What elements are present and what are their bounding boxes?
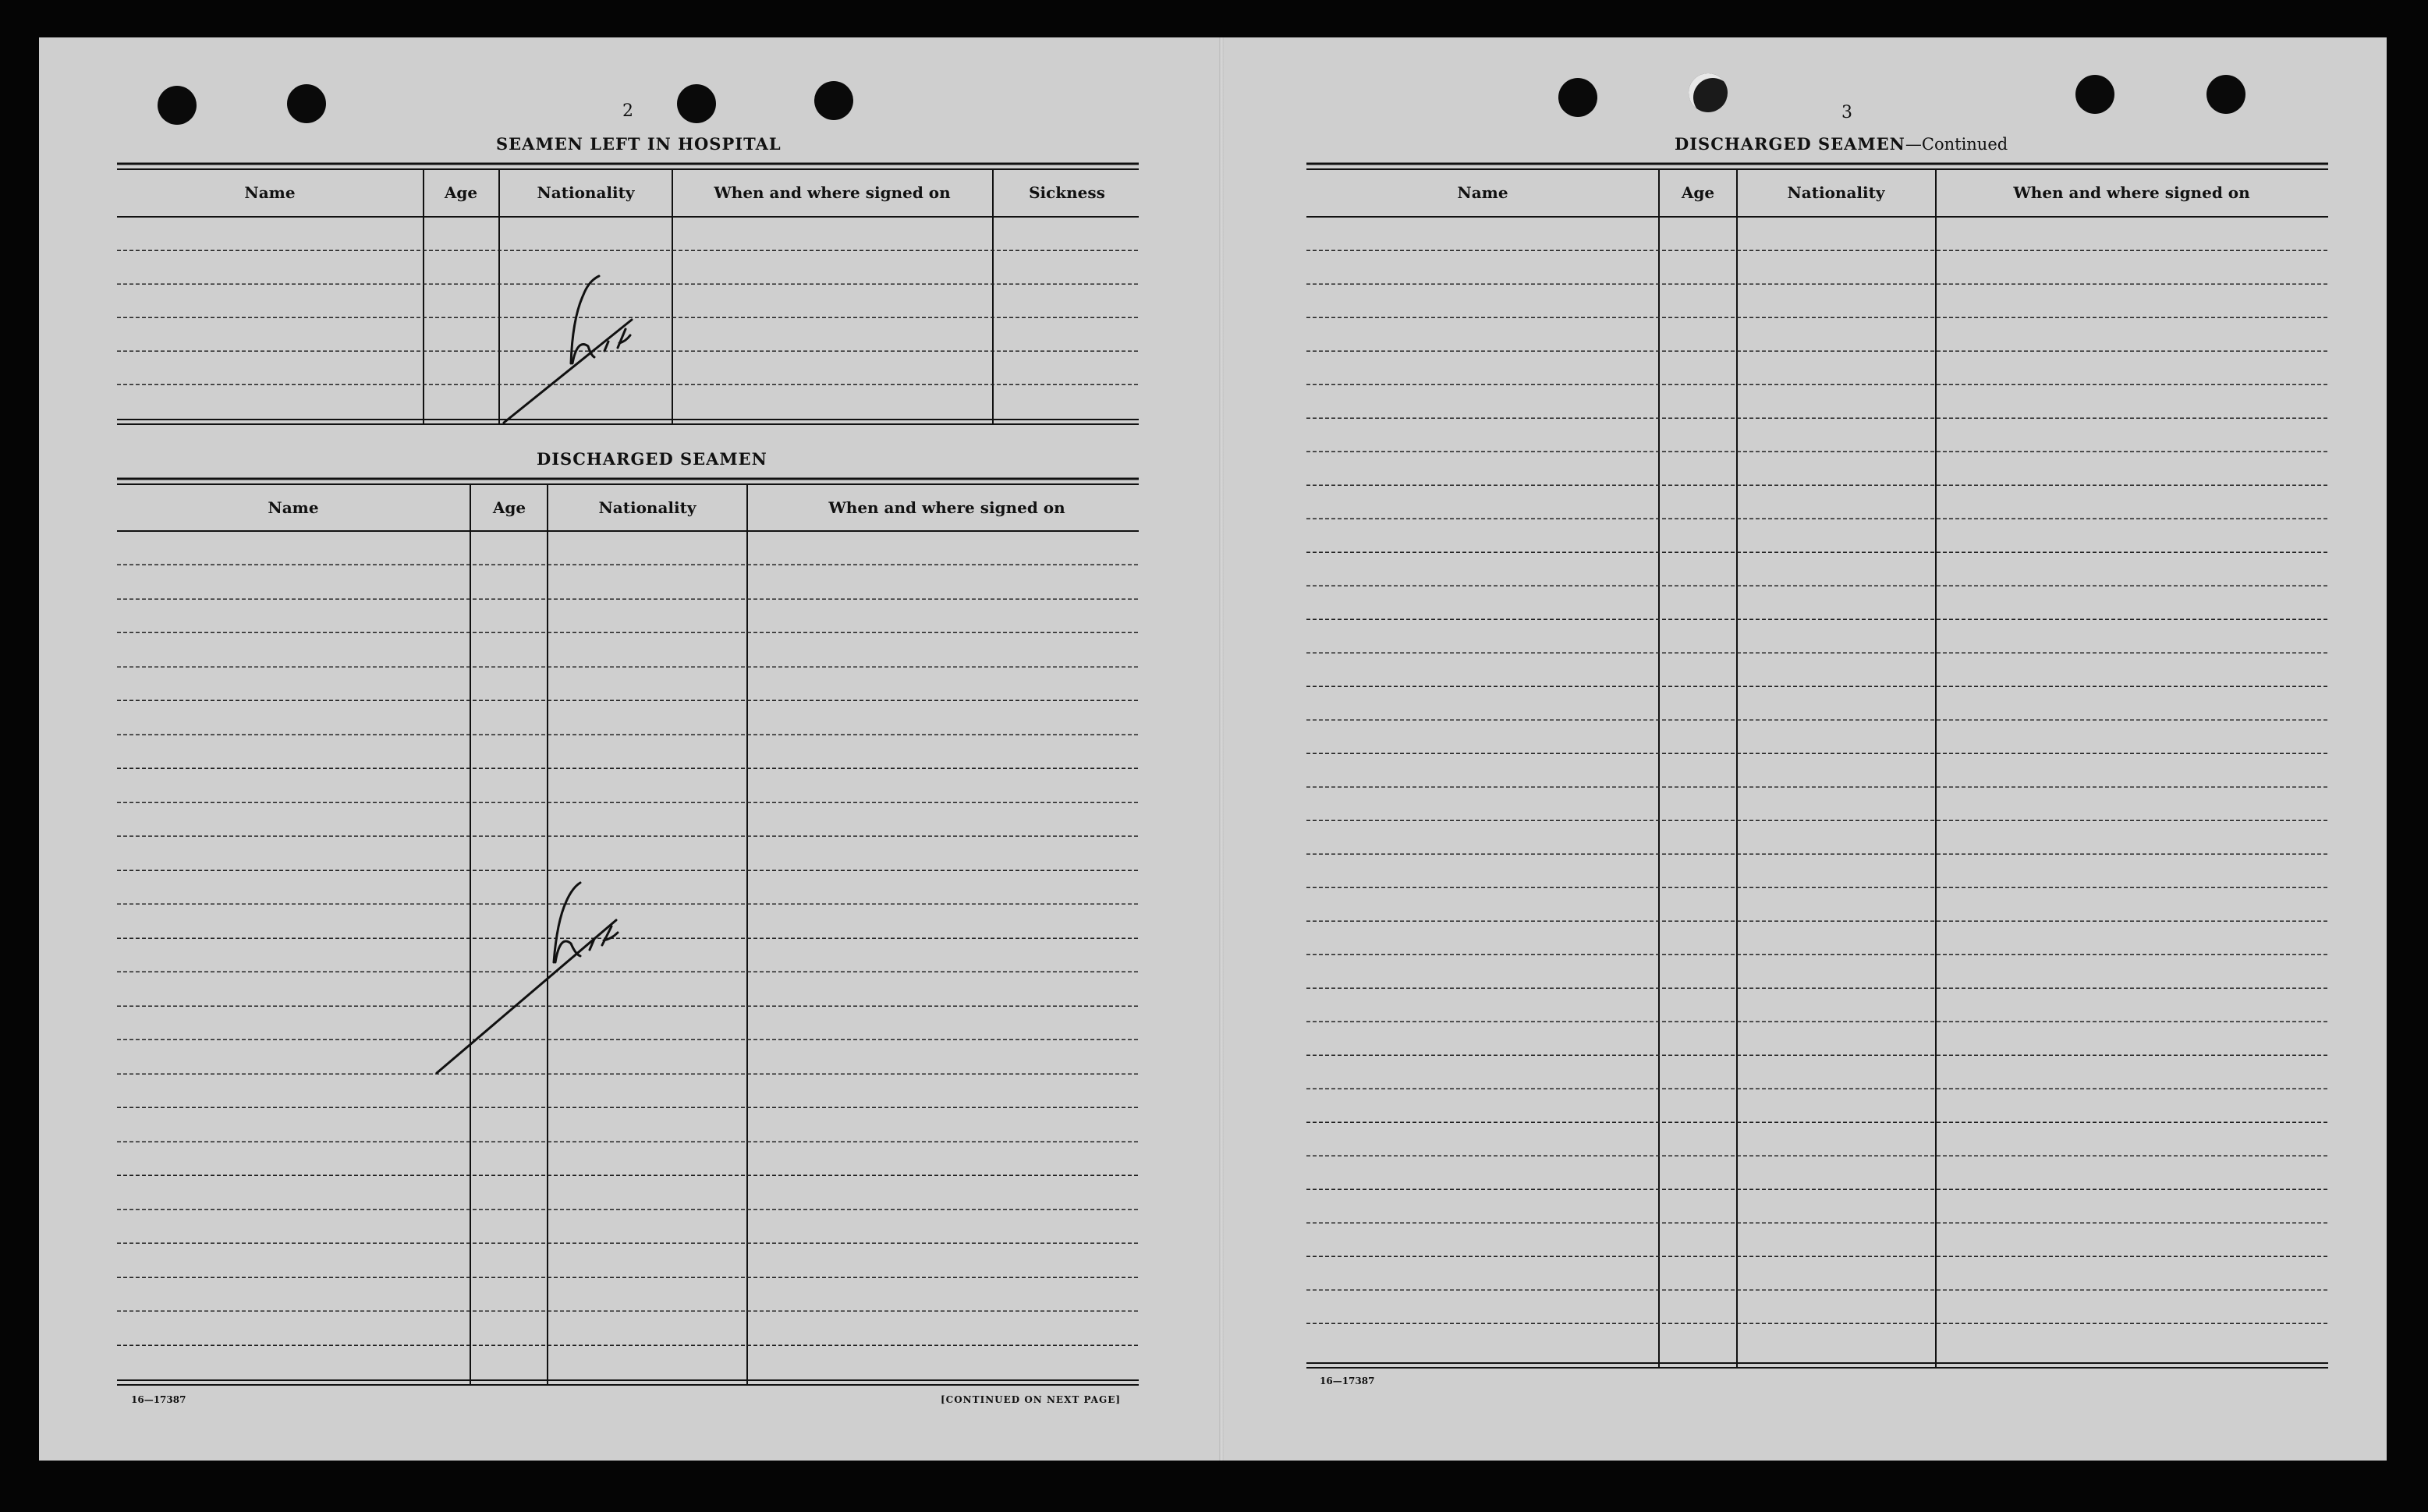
form-code: 16—17387: [131, 1394, 186, 1405]
hospital-col-nationality: Nationality: [537, 183, 635, 202]
title-main: DISCHARGED SEAMEN: [1675, 134, 1905, 154]
page-number: 3: [1841, 103, 1852, 122]
hospital-col-age: Age: [444, 183, 478, 202]
manifest-sheet: [39, 37, 2387, 1461]
handwritten-nil-annotation: [437, 883, 618, 1073]
discharged-section-title: DISCHARGED SEAMEN: [537, 449, 767, 469]
continued-col-name: Name: [1457, 183, 1508, 202]
title-suffix: —Continued: [1905, 135, 2008, 154]
hospital-col-signed-on: When and where signed on: [714, 183, 951, 202]
continued-col-age: Age: [1681, 183, 1715, 202]
discharged-col-age: Age: [492, 498, 526, 517]
hospital-col-sickness: Sickness: [1029, 183, 1105, 202]
continued-col-nationality: Nationality: [1787, 183, 1885, 202]
continued-col-signed-on: When and where signed on: [2013, 183, 2250, 202]
discharged-table: [39, 37, 1221, 1461]
page-3: [1221, 37, 2387, 1461]
hospital-section-title: SEAMEN LEFT IN HOSPITAL: [496, 134, 782, 154]
form-code: 16—17387: [1320, 1376, 1375, 1386]
continued-note: [CONTINUED ON NEXT PAGE]: [941, 1394, 1122, 1405]
page-number: 2: [622, 101, 633, 121]
discharged-continued-table: [1221, 37, 2387, 1461]
discharged-col-nationality: Nationality: [598, 498, 696, 517]
page-2: [39, 37, 1221, 1461]
hospital-col-name: Name: [244, 183, 296, 202]
discharged-col-signed-on: When and where signed on: [828, 498, 1065, 517]
discharged-col-name: Name: [268, 498, 319, 517]
